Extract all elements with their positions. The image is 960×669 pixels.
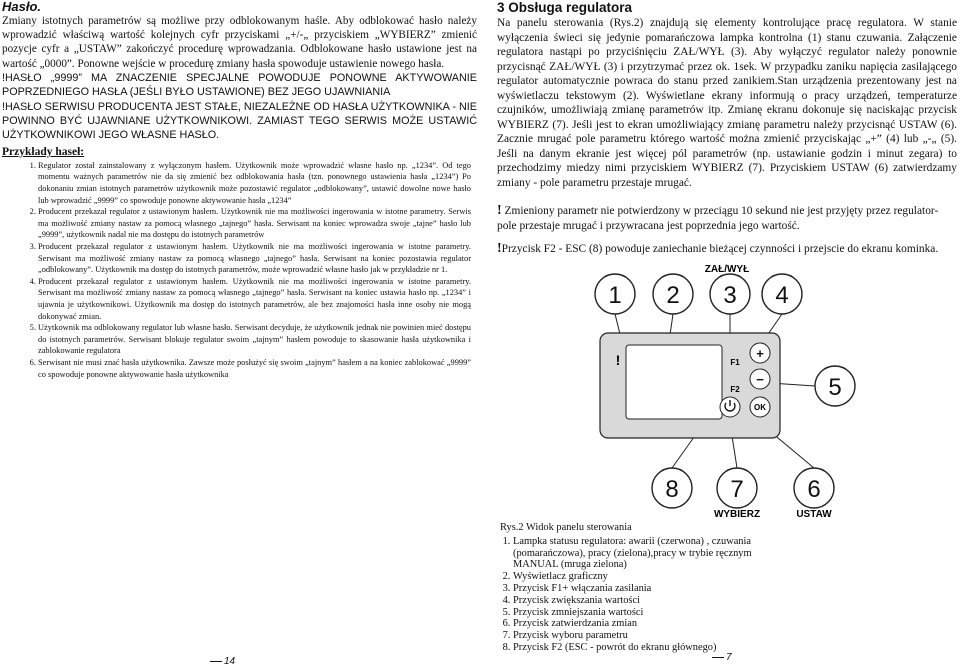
left-page [2, 0, 477, 380]
operation-paragraph: Na panelu sterowania (Rys.2) znajdują się elementy kontrolujące pracę regulatora. W stanie wyłączenia świeci się jedynie pomarańczowa lampka kontrolna (1) stanu czuwania. Załączenie regulatora nastąpi po przyciśnięciu ZAŁ/WYŁ (3). Aby wyłączyć regulator należy ponownie przycisnąć ZAŁ/WYŁ (3) i przytrzymać przez ok. 1sek. W przypadku zaniku napięcia zasilającego regulator automatycznie powraca do stanu przed zanikiem.Stan urządzenia prezentowany jest na wyświetlaczu tekstowym (2). Wyświetlane ekrany informują o pracy urządzeń, temperaturze czujników, umożliwiają zmianę parametrów itp. Zmianę ekranu dokonuje się naciskając przycisk WYBIERZ (7). Jeśli jest to ekran umożliwiający zmianę parametru należy przycisnąć USTAW (6). Zacznie mrugać pole parametru którego wartość można zmienić przyciskając „+” (4) lub „-„ (5). Jeśli na danym ekranie jest więcej pól parametrów (np. ustawianie godzin i minut zegara) to przechodzimy miedzy nimi przyciskiem WYBIERZ (7). Przyciskiem USTAW (6) zatwierdzamy zmiany - pole parametru przestaje mrugać. [497, 17, 957, 189]
legend-item: 8. Przycisk F2 (ESC - powrót do ekranu głównego) [513, 642, 788, 654]
caption-title: Rys.2 Widok panelu sterowania [500, 522, 632, 533]
example-item: 6. Serwisant nie musi znać hasła użytkownika. Zawsze może posłużyć się swoim „tajnym” hasłem a na koniec zablokować „9999” co spowoduje ponowne aktywowanie hasła użytkownika [38, 357, 477, 380]
callout-number: 6 [807, 476, 821, 503]
exclamation-icon: ! [497, 241, 502, 256]
legend-item: 6. Przycisk zatwierdzania zmian [513, 618, 788, 630]
f2-label: F2 [730, 385, 740, 394]
callout-number: 7 [730, 476, 744, 503]
section-title-password: Hasło. [2, 0, 42, 14]
right-page [497, 0, 957, 257]
example-item: 2. Producent przekazał regulator z ustawionym hasłem. Użytkownik nie ma możliwości ingerowania w istotne parametry. Serwis ma możliwość zmiany nastaw za pomocą własnego „tajnego” hasła. Serwisant na koniec wprowadza swoje „tajne” hasło lub „9999”, użytkownik nadal nie ma dostępu do istotnych parametrów [38, 206, 477, 241]
page-number-right: 7 [712, 652, 732, 663]
legend-item: 5. Przycisk zmniejszania wartości [513, 607, 788, 619]
minus-icon: − [756, 372, 764, 387]
legend-item: 1. Lampka statusu regulatora: awarii (czerwona) , czuwania (pomarańczowa), pracy (zielona),pracy w trybie ręcznym MANUAL (mruga zielona) [513, 536, 788, 571]
select-label: WYBIERZ [713, 509, 761, 520]
f1-label: F1 [730, 358, 740, 367]
figure-caption [500, 522, 788, 654]
password-intro: Zmiany istotnych parametrów są możliwe przy odblokowanym haśle. Aby odblokować hasło należy wprowadzić właściwą wartość kolejnych cyfr przyciskami „+/-„ przyciskiem „WYBIERZ” zmienić pozycje cyfr a „USTAW” zakończyć procedurę wprowadzania. Odblokowane hasło ustawione jest na wartość „0000”. Ponowne wejście w procedurę zmiany hasła spowoduje ustawienie nowego hasła. [2, 15, 477, 70]
examples-list [2, 160, 477, 380]
example-item: 1. Regulator został zainstalowany z wyłączonym hasłem. Użytkownik może wprowadzić własne hasło np. „1234”. Od tego momentu ważnych parametrów nie da się zmienić bez odblokowania hasła (tzn. ponownego ustawienia hasła „1234”) Po dokonaniu zmian istotnych parametrów użytkownik może pozostawić regulator „odblokowany”, ustawić dowolne nowe hasło lub wprowadzić „9999” co spowoduje ponowne aktywowanie hasła „1234” [38, 160, 477, 206]
callout-number: 3 [723, 282, 737, 309]
example-item: 4. Producent przekazał regulator z ustawionym hasłem. Użytkownik nie ma możliwości ingerowania w istotne parametry. Serwisant ma możliwość zmiany nastaw za pomocą własnego „tajnego” hasła. Serwisant na koniec ustawia hasło np. „1234” i ujawnia je użytkownikowi. Użytkownik ma dostęp do istotnych parametrów, ale bez znajomości hasła inne osoby nie mogą dokonywać zmian. [38, 276, 477, 322]
plus-icon: + [756, 346, 764, 361]
password-note-9999: !HASŁO „9999” MA ZNACZENIE SPECJALNE POWODUJE PONOWNE AKTYWOWANIE POPRZEDNIEGO HASŁA (JEŚLI BYŁO USTAWIONE) BEZ JEGO UJAWNIANIA [2, 71, 477, 99]
callout-number: 8 [665, 476, 679, 503]
legend-item: 2. Wyświetlacz graficzny [513, 571, 788, 583]
callout-number: 2 [666, 282, 680, 309]
section-title-operation: 3 Obsługa regulatora [497, 0, 633, 15]
set-label: USTAW [796, 509, 832, 520]
ok-label: OK [754, 403, 766, 412]
warning-esc: !Przycisk F2 - ESC (8) powoduje zaniechanie bieżącej czynności i przejscie do ekranu kominka. [497, 241, 939, 256]
onoff-label: ZAŁ/WYŁ [704, 264, 750, 275]
exclamation-icon: ! [497, 203, 502, 218]
callout-number: 1 [608, 282, 622, 309]
legend-list [500, 536, 788, 654]
examples-title: Przykłady haseł: [2, 145, 85, 158]
page-number-left: 14 [210, 656, 235, 667]
example-item: 5. Użytkownik ma odblokowany regulator lub własne hasło. Serwisant decyduje, że użytkownik jednak nie powinien mieć dostępu do istotnych parametrów. Serwisant blokuje regulator swoim „tajnym” hasłem powoduje to skasowanie hasła użytkownika i zablokowanie regulatora [38, 322, 477, 357]
control-panel-diagram [570, 255, 870, 525]
password-note-service: !HASŁO SERWISU PRODUCENTA JEST STAŁE, NIEZALEŻNE OD HASŁA UŻYTKOWNIKA - NIE POWINNO BYĆ UJAWNIANE UŻYTKOWNIKOWI. ZAMIAST TEGO SERWIS MOŻE USTAWIĆ UŻYTKOWNIKOWI JEGO WŁASNE HASŁO. [2, 100, 477, 142]
legend-item: 3. Przycisk F1+ włączania zasilania [513, 583, 788, 595]
legend-item: 7. Przycisk wyboru parametru [513, 630, 788, 642]
graphic-display [626, 345, 722, 419]
example-item: 3. Producent przekazał regulator z ustawionym hasłem. Użytkownik nie ma możliwości ingerowania w istotne parametry. Serwisant ma możliwość zmiany nastaw za pomocą własnego „tajnego” hasła. Serwisant na koniec pozostawia regulator „odblokowany”. Użytkownik ma dostęp do istotnych parametrów, może wprowadzić własne hasło jak w przykładzie nr 1. [38, 241, 477, 276]
warning-unconfirmed: ! Zmieniony parametr nie potwierdzony w przeciągu 10 sekund nie jest przyjęty przez regulator- pole przestaje mrugać i przywracana jest poprzednia jego wartość. [497, 203, 939, 232]
legend-item: 4. Przycisk zwiększania wartości [513, 595, 788, 607]
status-lamp-icon: ! [615, 352, 621, 368]
callout-number: 4 [775, 282, 789, 309]
callout-number: 5 [828, 374, 842, 401]
